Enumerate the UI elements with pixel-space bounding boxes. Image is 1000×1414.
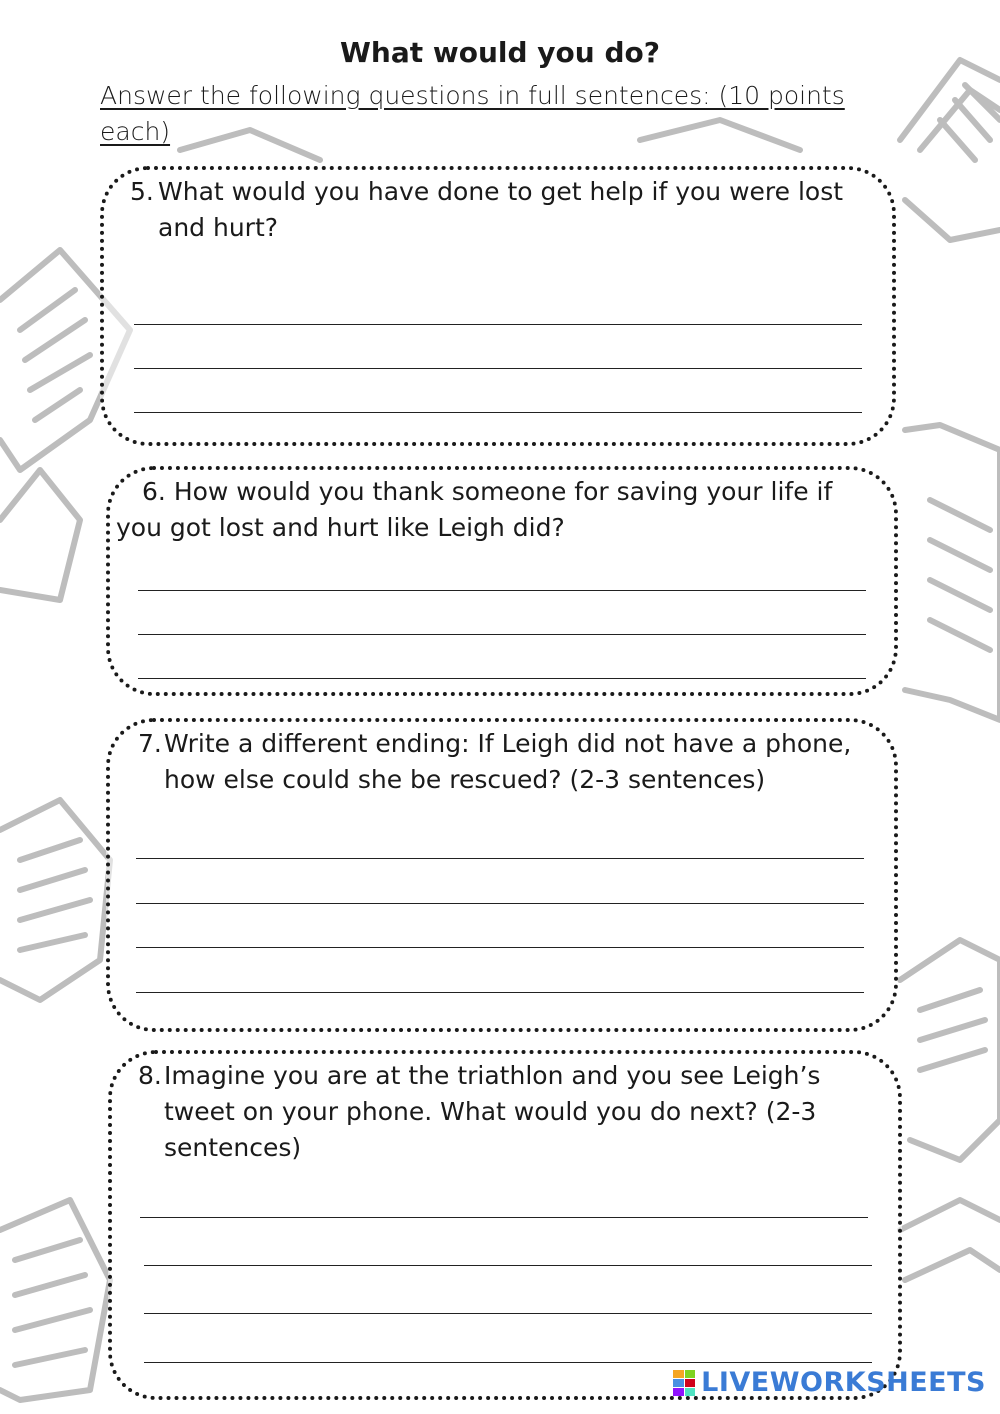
question-8-prompt bbox=[138, 1058, 858, 1166]
liveworksheets-logo bbox=[673, 1367, 986, 1398]
question-text: What would you have done to get help if you were lost and hurt? bbox=[158, 177, 844, 242]
question-5-box bbox=[100, 166, 896, 446]
question-number: 7. bbox=[138, 729, 162, 758]
question-number: 8. bbox=[138, 1061, 162, 1090]
answer-line[interactable] bbox=[144, 1362, 872, 1363]
question-7-prompt bbox=[138, 726, 898, 798]
question-number: 5. bbox=[130, 177, 154, 206]
question-6-prompt bbox=[116, 474, 861, 546]
question-text: Imagine you are at the triathlon and you see Leigh’s tweet on your phone. What would you do next? (2-3 sentences) bbox=[164, 1061, 821, 1162]
answer-line[interactable] bbox=[134, 368, 862, 369]
question-6-box bbox=[106, 466, 898, 696]
question-5-prompt bbox=[130, 174, 875, 246]
answer-line[interactable] bbox=[134, 412, 862, 413]
answer-line[interactable] bbox=[144, 1265, 872, 1266]
liveworksheets-logo-text: LIVEWORKSHEETS bbox=[701, 1367, 986, 1398]
question-text: Write a different ending: If Leigh did not have a phone, how else could she be rescued? (2-3 sentences) bbox=[164, 729, 852, 794]
answer-line[interactable] bbox=[140, 1217, 868, 1218]
question-number: 6. bbox=[142, 477, 166, 506]
worksheet-title: What would you do? bbox=[340, 36, 660, 69]
answer-line[interactable] bbox=[136, 858, 864, 859]
answer-line[interactable] bbox=[138, 590, 866, 591]
answer-line[interactable] bbox=[136, 903, 864, 904]
question-7-box bbox=[106, 718, 898, 1032]
answer-line[interactable] bbox=[138, 678, 866, 679]
liveworksheets-logo-icon bbox=[673, 1370, 695, 1396]
answer-line[interactable] bbox=[136, 947, 864, 948]
answer-line[interactable] bbox=[136, 992, 864, 993]
question-8-box bbox=[108, 1050, 902, 1400]
answer-line[interactable] bbox=[144, 1313, 872, 1314]
question-text: How would you thank someone for saving your life if you got lost and hurt like Leigh did? bbox=[116, 477, 833, 542]
instructions-text: Answer the following questions in full sentences: (10 points each) bbox=[100, 81, 845, 146]
answer-line[interactable] bbox=[134, 324, 862, 325]
answer-line[interactable] bbox=[138, 634, 866, 635]
